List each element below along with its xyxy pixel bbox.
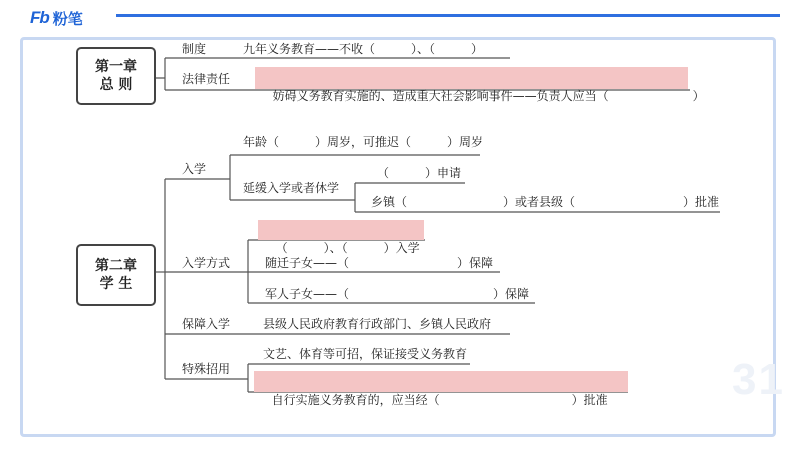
self-highlight: [254, 371, 628, 407]
chapter-1-title-line2: 总 则: [99, 77, 133, 93]
chapter-2-box: [76, 244, 156, 306]
method-label: 入学方式: [182, 256, 231, 270]
logo-text: 粉笔: [52, 9, 83, 28]
liability-text: 妨碍义务教育实施的、造成重大社会影响事件——负责人应当（ ）: [272, 89, 705, 103]
guarantee-label: 保障入学: [182, 317, 231, 331]
guarantee-text: 县级人民政府教育行政部门、乡镇人民政府: [263, 317, 492, 331]
delay-label: 延缓入学或者休学: [243, 181, 340, 195]
chapter-1-title-line1: 第一章: [95, 59, 137, 75]
chapter-2-title-line1: 第二章: [95, 258, 137, 274]
system-label: 制度: [182, 42, 207, 56]
military-text: 军人子女——（ ）保障: [265, 287, 530, 301]
approve-text: 乡镇（ ）或者县级（ ）批准: [371, 195, 720, 209]
age-text: 年龄（ ）周岁，可推迟（ ）周岁: [243, 135, 484, 149]
special-label: 特殊招用: [182, 362, 231, 376]
enroll-label: 入学: [182, 162, 207, 176]
apply-text: （ ）申请: [377, 166, 462, 180]
chapter-1-box: [76, 47, 156, 105]
logo-mark: Fb: [30, 8, 49, 27]
method-highlight: [258, 220, 424, 255]
special-text: 文艺、体育等可招，保证接受义务教育: [263, 347, 468, 361]
watermark: 31: [732, 355, 785, 404]
method-text: （ ）、（ ）入学: [275, 241, 420, 255]
chapter-2-title-line2: 学 生: [99, 276, 133, 292]
liability-highlight: [255, 67, 705, 103]
liability-label: 法律责任: [182, 72, 231, 86]
system-text: 九年义务教育——不收（ ）、（ ）: [243, 42, 484, 56]
migrant-text: 随迁子女——（ ）保障: [265, 256, 494, 270]
self-text: 自行实施义务教育的，应当经（ ）批准: [271, 393, 608, 407]
